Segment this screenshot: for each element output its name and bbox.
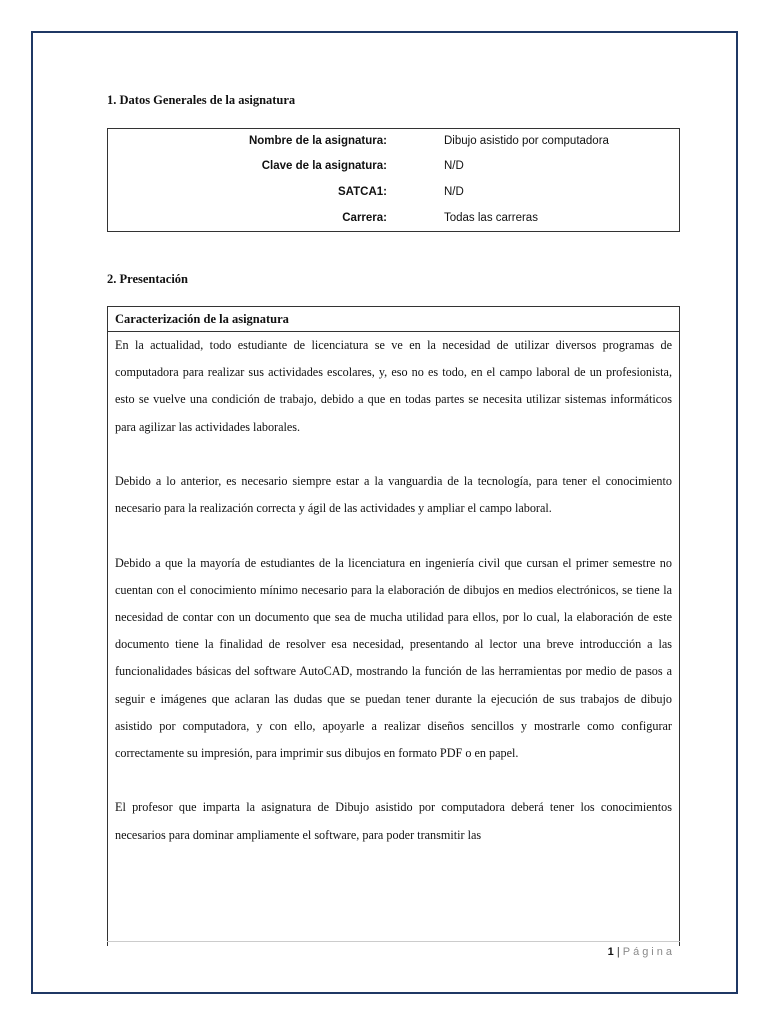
page-number: 1 (607, 946, 614, 958)
general-data-table (107, 128, 680, 232)
section-heading-datos-generales: 1. Datos Generales de la asignatura (107, 93, 296, 107)
paragraph: El profesor que imparta la asignatura de Dibujo asistido por computadora deberá tener los conocimientos necesarios para dominar ampliamente el software, para poder transmitir las (115, 800, 672, 842)
footer-separator: | (616, 946, 620, 958)
row-value: Todas las carreras (444, 212, 538, 224)
paragraph: Debido a que la mayoría de estudiantes de la licenciatura en ingeniería civil que cursan el primer semestre no cuentan con el conocimiento mínimo necesario para la elaboración de dibujos en medios electrónicos, se tiene la necesidad de contar con un documento que sea de mucha utilidad para ellos, por lo cual, la elaboración de este documento tiene la finalidad de resolver esa necesidad, presentando al lector una breve introducción a las funcionalidades básicas del software AutoCAD, mostrando la función de las herramientas por medio de pasos a seguir e imágenes que aclaran las dudas que se puedan tener durante la ejecución de sus trabajos de dibujo asistido por computadora, y con ello, apoyarle a realizar diseños sencillos y mostrarle como configurar correctamente su impresión, para imprimir sus dibujos en formato PDF o en papel. (115, 555, 672, 761)
row-label: Clave de la asignatura: (261, 160, 387, 172)
row-label: SATCA1: (338, 186, 387, 198)
footer-rule (107, 941, 680, 942)
table-row (108, 153, 680, 179)
row-label: Carrera: (342, 212, 387, 224)
table-row (108, 179, 680, 205)
box-title: Caracterización de la asignatura (108, 307, 679, 332)
page-word: Página (622, 946, 675, 958)
row-value: Dibujo asistido por computadora (444, 135, 609, 147)
row-value: N/D (444, 186, 464, 198)
paragraph: Debido a lo anterior, es necesario siempre estar a la vanguardia de la tecnología, para tener el conocimiento necesario para la realización correcta y ágil de las actividades y ampliar el campo laboral. (115, 474, 672, 516)
page-footer (520, 946, 675, 958)
caracterizacion-box (107, 306, 680, 946)
section-heading-presentacion: 2. Presentación (107, 272, 189, 286)
table-row (108, 129, 680, 154)
table-row (108, 205, 680, 232)
row-label: Nombre de la asignatura: (248, 135, 387, 147)
row-value: N/D (444, 160, 464, 172)
box-body (108, 332, 679, 849)
paragraph: En la actualidad, todo estudiante de licenciatura se ve en la necesidad de utilizar diversos programas de computadora para realizar sus actividades escolares, y, eso no es todo, en el campo laboral de un profesionista, esto se vuelve una condición de trabajo, debido a que en todas partes se necesita utilizar sistemas informáticos para agilizar las actividades laborales. (115, 338, 672, 434)
